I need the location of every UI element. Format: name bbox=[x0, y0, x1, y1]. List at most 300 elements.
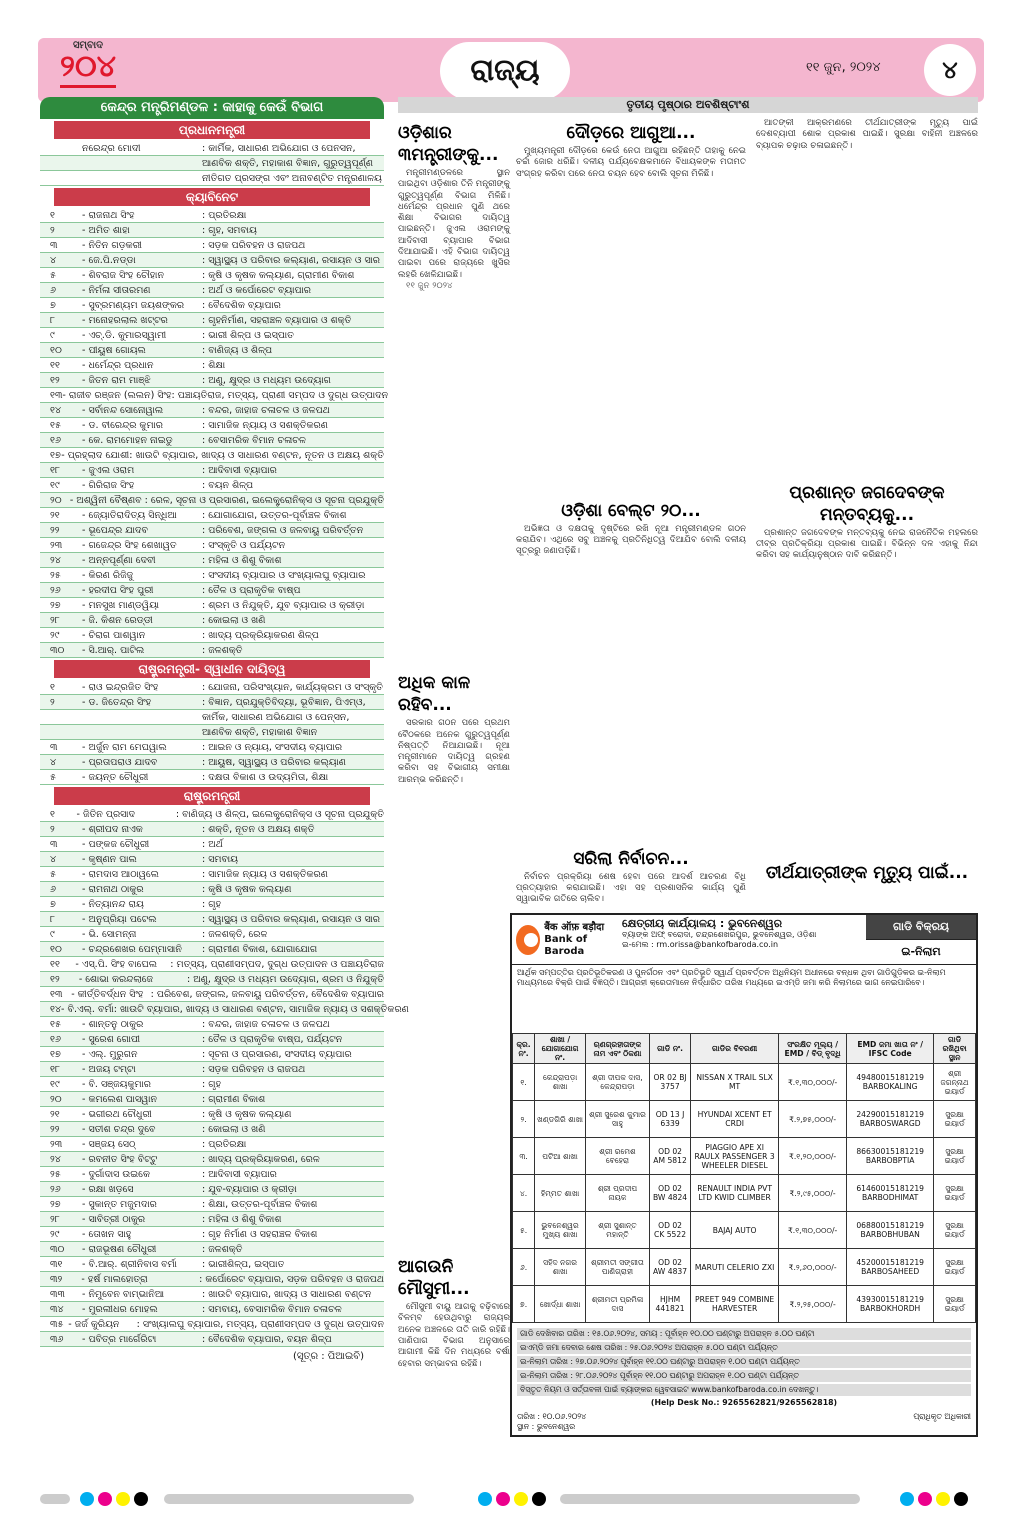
minister-row bbox=[40, 283, 384, 298]
minister-portfolio: : କୃଷି ଓ କୃଷକ କଲ୍ୟାଣ, ଗ୍ରାମୀଣ ବିକାଶ bbox=[202, 270, 355, 281]
minister-portfolio: : ଭାରୀଶିଳ୍ପ, ଇସ୍ପାତ bbox=[202, 1259, 285, 1270]
minister-serial: ୩୩ bbox=[50, 1289, 65, 1300]
article-headline: ଦୌଡ଼ରେ ଆଗୁଆ... bbox=[566, 123, 696, 143]
auction-cell-price: ₹.୧,୩୦,୦୦୦/- bbox=[779, 1212, 847, 1249]
minister-serial: ୩ bbox=[50, 839, 58, 850]
article-headline: ଓଡ଼ିଶାର ୩ମନ୍ତ୍ରୀଙ୍କୁ... bbox=[398, 123, 499, 165]
minister-portfolio: : ତୈଳ ଓ ପ୍ରାକୃତିକ ବାଷ୍ପ, ପର୍ଯ୍ୟଟନ bbox=[202, 1034, 343, 1045]
yellow-mark bbox=[936, 1492, 950, 1506]
minister-row bbox=[40, 1272, 384, 1287]
minister-row bbox=[40, 852, 384, 867]
article-headline: ପ୍ରଶାନ୍ତ ଜଗଦେବଙ୍କ ମନ୍ତବ୍ୟକୁ... bbox=[789, 482, 945, 525]
minister-name: - ଡ. ବୀରେନ୍ଦ୍ର କୁମାର bbox=[82, 420, 163, 431]
auction-cell-reg: OD 02 AW 4837 bbox=[649, 1249, 690, 1286]
minister-portfolio: : ସଂଖ୍ୟାଲଘୁ ବ୍ୟାପାର, ମତ୍ସ୍ୟ, ପ୍ରାଣୀସମ୍ପଦ ଓ ଦୁଗ୍ଧ ଉତ୍ପାଦନ bbox=[136, 1319, 384, 1330]
minister-serial: ୬ bbox=[50, 884, 56, 895]
minister-row bbox=[40, 740, 384, 755]
minister-name: - ଜୁଏଲ ଓରାମ bbox=[82, 465, 135, 476]
minister-portfolio: : ଗୃହ, ସମବାୟ bbox=[202, 225, 257, 236]
minister-portfolio: : କୋଇଲା ଓ ଖଣି bbox=[202, 615, 266, 626]
minister-portfolio: : ଯୋଜନା, ପରିସଂଖ୍ୟାନ, କାର୍ଯ୍ୟକ୍ରମ ଓ ସଂସ୍କୃତି bbox=[202, 682, 383, 693]
minister-serial: ୨୭ bbox=[50, 1199, 61, 1210]
minister-serial bbox=[50, 141, 82, 155]
minister-row bbox=[40, 1227, 384, 1242]
minister-serial: ୧୯ bbox=[50, 1079, 60, 1090]
minister-serial: ୫ bbox=[50, 270, 56, 281]
minister-name: - ଅଜୟ ଟମ୍ଟା bbox=[82, 1064, 136, 1075]
minister-row bbox=[40, 1092, 384, 1107]
minister-portfolio: : ମତ୍ସ୍ୟ, ପ୍ରାଣୀସମ୍ପଦ, ଦୁଗ୍ଧ ଉତ୍ପାଦନ ଓ ପଞ୍ଚାୟତିରାଜ bbox=[170, 959, 384, 970]
minister-serial: ୨୦ bbox=[50, 1094, 62, 1105]
black-mark bbox=[532, 1492, 546, 1506]
auction-row bbox=[513, 1101, 976, 1138]
registration-bar bbox=[560, 1494, 860, 1504]
minister-name: - ଭଗୀରଥ ଚୌଧୁରୀ bbox=[82, 1109, 152, 1120]
color-registration-marks bbox=[900, 1492, 968, 1506]
minister-portfolio: : ମହିଳା ଓ ଶିଶୁ ବିକାଶ bbox=[202, 555, 282, 566]
minister-serial: ୨୮ bbox=[50, 1214, 60, 1225]
bank-name-hindi: बैंक ऑफ़ बड़ौदा bbox=[544, 921, 605, 933]
yellow-mark bbox=[116, 1492, 130, 1506]
minister-name: - ଜ୍ୟୋତିରାଦିତ୍ୟ ସିନ୍ଧିଆ bbox=[82, 510, 177, 521]
minister-row bbox=[40, 141, 384, 156]
bank-logo-icon bbox=[516, 925, 540, 955]
minister-portfolio: : କୃଷି ଓ କୃଷକ କଲ୍ୟାଣ bbox=[202, 884, 292, 895]
minister-portfolio: : ଯୁବ-ବ୍ୟାପାର ଓ କ୍ରୀଡ଼ା bbox=[202, 1184, 297, 1195]
minister-portfolio: : କୃଷି ଓ କୃଷକ କଲ୍ୟାଣ bbox=[202, 1109, 292, 1120]
article-body: ନିର୍ବାଚନ ପ୍ରକ୍ରିୟା ଶେଷ ହେବା ପରେ ଆଦର୍ଶ ଆଚରଣ ବିଧି ପ୍ରତ୍ୟାହାର କରାଯାଇଛି। ଏହା ସହ ପ୍ରଶାସନିକ କାର୍ଯ୍ୟ ପୁଣି ସ୍ୱାଭାବିକ ଗତିରେ ଚାଲିବ। bbox=[516, 871, 746, 905]
minister-row bbox=[40, 1152, 384, 1167]
minister-name: - ପୀୟୁଷ ଗୋୟଲ bbox=[82, 345, 146, 356]
logo-underline bbox=[60, 85, 116, 88]
registration-bar bbox=[164, 1494, 414, 1504]
auction-cell-vehicle: BAJAJ AUTO bbox=[691, 1212, 779, 1249]
minister-portfolio: : ଗୃହନିର୍ମାଣ, ସହରାଞ୍ଚଳ ବ୍ୟାପାର ଓ ଶକ୍ତି bbox=[202, 315, 352, 326]
bank-name: Bank of Baroda bbox=[544, 933, 588, 957]
minister-row bbox=[40, 1002, 409, 1017]
minister-serial: ୨୬ bbox=[50, 1184, 61, 1195]
pm-heading: ପ୍ରଧାନମନ୍ତ୍ରୀ bbox=[54, 121, 370, 139]
minister-portfolio: ଆଣବିକ ଶକ୍ତି, ମହାକାଶ ବିଜ୍ଞାନ, ଗୁରୁତ୍ୱପୂର୍ଣ୍ଣ bbox=[202, 158, 374, 169]
minister-serial: ୧୦ bbox=[50, 345, 62, 356]
minister-row bbox=[40, 1077, 384, 1092]
minister-portfolio: : ବନ୍ଦର, ଜାହାଜ ଚଳାଚଳ ଓ ଜଳପଥ bbox=[202, 405, 330, 416]
minister-portfolio: : ସମବାୟ, ବେସାମରିକ ବିମାନ ଚଳାଚଳ bbox=[202, 1304, 342, 1315]
minister-name: - ସୁବ୍ରମଣ୍ୟମ ଜୟଶଙ୍କର bbox=[82, 300, 185, 311]
auction-row bbox=[513, 1175, 976, 1212]
minister-name: - ପଙ୍କଜ ଚୌଧୁରୀ bbox=[82, 839, 150, 850]
independent-heading: ରାଷ୍ଟ୍ରମନ୍ତ୍ରୀ- ସ୍ୱାଧୀନ ଦାୟିତ୍ୱ bbox=[54, 660, 370, 678]
auction-note: ଇ-ନିଲାମ ତାରିଖ : ୨୮.୦୬.୨୦୨୪ ପୂର୍ବାହ୍ନ ୧୧.୦୦ ଘଣ୍ଟାରୁ ଅପରାହ୍ନ ୧.୦୦ ଘଣ୍ଟା ପର୍ଯ୍ୟନ୍ତ bbox=[517, 1370, 971, 1382]
auction-cell-vehicle: PREET 949 COMBINE HARVESTER bbox=[691, 1286, 779, 1323]
auction-cell-reg: OD 02 CK 5522 bbox=[649, 1212, 690, 1249]
minister-serial: ୪ bbox=[50, 255, 57, 266]
bank-logo bbox=[512, 915, 618, 964]
minister-portfolio: : ଶିକ୍ଷା, ଉତ୍ତର-ପୂର୍ବାଞ୍ଚଳ ବିକାଶ bbox=[202, 1199, 318, 1210]
minister-row bbox=[40, 755, 384, 770]
minister-row bbox=[40, 680, 384, 695]
minister-row bbox=[40, 643, 384, 658]
minister-name: - ଅମିତ ଶାହା bbox=[82, 225, 130, 236]
minister-portfolio: : ଶକ୍ତି, ନୂତନ ଓ ଅକ୍ଷୟ ଶକ୍ତି bbox=[202, 824, 315, 835]
minister-row bbox=[40, 1242, 384, 1257]
registration-bar bbox=[40, 1494, 70, 1504]
minister-name: - ଧର୍ମେନ୍ଦ୍ର ପ୍ରଧାନ bbox=[82, 360, 154, 371]
minister-serial: ୩ bbox=[50, 742, 58, 753]
auction-cell-acct: 06880015181219 BARBOBHUBAN bbox=[847, 1212, 934, 1249]
article-body: ମୁଖ୍ୟମନ୍ତ୍ରୀ ଦୌଡ଼ରେ କେଉଁ ନେତା ଆଗୁଆ ରହିଛନ୍ତି ତାହାକୁ ନେଇ ଚର୍ଚ୍ଚା ଜୋର ଧରିଛି। ଦଳୀୟ ପର୍ଯ୍ୟବେକ୍ଷକମାନେ ବିଧାୟକଙ୍କ ମତାମତ ସଂଗ୍ରହ କରିବା ପରେ ନେତା ଚୟନ ହେବ ବୋଲି ସୂଚନା ମିଳିଛି। bbox=[516, 146, 746, 179]
auction-cell-sl: ୧. bbox=[513, 1064, 535, 1101]
minister-row bbox=[40, 1182, 384, 1197]
auction-column-header: ଗାଡିର ବିବରଣୀ bbox=[691, 1034, 779, 1064]
auction-column-header: କ୍ର. ନଂ. bbox=[513, 1034, 535, 1064]
minister-portfolio: : ଖାଦ୍ୟ ପ୍ରକ୍ରିୟାକରଣ ଶିଳ୍ପ bbox=[202, 630, 319, 641]
minister-serial: ୩୬ bbox=[50, 1334, 64, 1345]
auction-cell-acct: 49480015181219 BARBOKALING bbox=[847, 1064, 934, 1101]
auction-header-row bbox=[513, 1034, 976, 1064]
minister-serial: ୧୦ bbox=[50, 944, 62, 955]
minister-portfolio: : ସଂସଦୀୟ ବ୍ୟାପାର ଓ ସଂଖ୍ୟାଲଘୁ ବ୍ୟାପାର bbox=[202, 570, 366, 581]
minister-serial: ୨୭ bbox=[50, 600, 61, 611]
minister-row bbox=[40, 463, 384, 478]
minister-serial: ୨୪ bbox=[50, 1154, 61, 1165]
auction-cell-borrower: ଶ୍ରୀ ପ୍ରଦୀପ ନାୟକ bbox=[586, 1175, 650, 1212]
auction-row bbox=[513, 1064, 976, 1101]
minister-name: - ସର୍ବାନନ୍ଦ ସୋନୋୱାଲ bbox=[82, 405, 164, 416]
minister-name: - କମଲେଶ ପାସୱାନ bbox=[82, 1094, 158, 1105]
minister-row bbox=[40, 313, 384, 328]
minister-row bbox=[40, 1287, 384, 1302]
minister-name: - ଶୋଭା କରନ୍ଦଲାଜେ bbox=[78, 974, 154, 985]
ad-intro: ଆର୍ଥିକ ସମ୍ପତ୍ତିର ପ୍ରତିଭୂତିକରଣ ଓ ପୁନର୍ଗଠନ ଏବଂ ପ୍ରତିଭୂତି ସ୍ୱାର୍ଥ ପ୍ରବର୍ତ୍ତନ ଅଧିନିୟମ ଅଧୀନରେ ବନ୍ଧକ ଥିବା ଗାଡିଗୁଡ଼ିକର ଇ-ନିଲାମ ମାଧ୍ୟମରେ ବିକ୍ରି ପାଇଁ ବିଜ୍ଞପ୍ତି। ଆଗ୍ରହୀ କ୍ରେତାମାନେ ନିର୍ଦ୍ଧାରିତ ତାରିଖ ମଧ୍ୟରେ ଇଏମ୍‌ଡି ଜମା କରି ନିଲାମରେ ଭାଗ ନେଇପାରିବେ। bbox=[517, 968, 946, 987]
minister-row bbox=[40, 1197, 384, 1212]
minister-name: - ସୁକାନ୍ତ ମଜୁମଦାର bbox=[82, 1199, 157, 1210]
minister-row bbox=[40, 942, 384, 957]
auction-note: ଇଏମ୍‌ଡି ଜମା ଦେବାର ଶେଷ ତାରିଖ : ୨୫.୦୬.୨୦୨୪ ଅପରାହ୍ନ ୫.୦୦ ଘଣ୍ଟା ପର୍ଯ୍ୟନ୍ତ bbox=[517, 1342, 971, 1354]
minister-portfolio: : ଖାଉଟି ବ୍ୟାପାର, ଖାଦ୍ୟ ଓ ସାଧାରଣ ବଣ୍ଟନ, ନୂତନ ଓ ଅକ୍ଷୟ ଶକ୍ତି bbox=[129, 450, 384, 461]
independent-rows bbox=[40, 680, 384, 785]
office-title: କ୍ଷେତ୍ରୀୟ କାର୍ଯ୍ୟାଳୟ : ଭୁବନେଶ୍ୱର bbox=[622, 917, 783, 930]
minister-serial bbox=[50, 710, 82, 724]
minister-serial: ୨୫ bbox=[50, 1169, 61, 1180]
minister-row bbox=[40, 1107, 384, 1122]
minister-portfolio: : ସଡ଼କ ପରିବହନ ଓ ରାଜପଥ bbox=[202, 1064, 306, 1075]
minister-name bbox=[82, 710, 202, 724]
minister-portfolio: : ବେସାମରିକ ବିମାନ ଚଳାଚଳ bbox=[202, 435, 306, 446]
minister-row bbox=[40, 897, 384, 912]
minister-row bbox=[40, 1062, 384, 1077]
minister-name: - ସଞ୍ଜୟ ସେଠ୍ bbox=[82, 1139, 136, 1150]
minister-name: - ଶାନ୍ତନୁ ଠାକୁର bbox=[82, 1019, 144, 1030]
auction-table bbox=[512, 1033, 976, 1323]
office-details bbox=[618, 915, 866, 964]
minister-row bbox=[40, 418, 384, 433]
minister-row bbox=[40, 628, 384, 643]
auction-cell-sl: ୨. bbox=[513, 1101, 535, 1138]
minister-name: - ରବନୀତ ସିଂହ ବିଟ୍ଟୁ bbox=[82, 1154, 158, 1165]
auction-cell-branch: କେନ୍ଦ୍ରାପଡ଼ା ଶାଖା bbox=[535, 1064, 586, 1101]
minister-portfolio: : ଆଦିବାସୀ ବ୍ୟାପାର bbox=[202, 1169, 277, 1180]
minister-row bbox=[40, 807, 384, 822]
minister-row bbox=[40, 208, 384, 223]
minister-name: - ସି.ଆର୍. ପାଟିଲ bbox=[82, 645, 145, 656]
minister-name: - ଭୂପେନ୍ଦ୍ର ଯାଦବ bbox=[82, 525, 149, 536]
minister-name: - ବି. ସଞ୍ଜୟକୁମାର bbox=[82, 1079, 151, 1090]
bank-auction-ad bbox=[510, 913, 978, 1437]
minister-serial: ୧୨ bbox=[50, 974, 60, 985]
minister-portfolio: : ଅଣୁ, କ୍ଷୁଦ୍ର ଓ ମଧ୍ୟମ ଉଦ୍ୟୋଗ bbox=[202, 375, 331, 386]
auction-cell-branch: ସହିଦ ନଗର ଶାଖା bbox=[535, 1249, 586, 1286]
minister-portfolio: : ଖାଉଟି ବ୍ୟାପାର, ଖାଦ୍ୟ ଓ ସାଧାରଣ ବଣ୍ଟନ bbox=[202, 1289, 372, 1300]
minister-row bbox=[40, 238, 384, 253]
minister-row bbox=[40, 1257, 384, 1272]
minister-name: - ମନୋହରଲାଲ ଖଟ୍ଟର bbox=[82, 315, 168, 326]
minister-serial: ୧ bbox=[50, 809, 55, 820]
minister-row bbox=[40, 343, 384, 358]
minister-portfolio: : ଜଳଶକ୍ତି bbox=[202, 1244, 243, 1255]
minister-name: - ନିତିନ ଗଡ଼କରୀ bbox=[82, 240, 142, 251]
page-number: ୪ bbox=[924, 44, 976, 96]
minister-name: ନରେନ୍ଦ୍ର ମୋଦୀ bbox=[82, 143, 141, 154]
minister-portfolio: : ସାମାଜିକ ନ୍ୟାୟ ଓ ସଶକ୍ତିକରଣ bbox=[202, 420, 328, 431]
minister-name: - ରାମଦାସ ଆଠାୱଲେ bbox=[82, 869, 159, 880]
black-mark bbox=[954, 1492, 968, 1506]
minister-portfolio: : ଭାରୀ ଶିଳ୍ପ ଓ ଇସ୍ପାତ bbox=[202, 330, 294, 341]
auction-cell-acct: 61460015181219 BARBODHIMAT bbox=[847, 1175, 934, 1212]
minister-portfolio: : ସଡ଼କ ପରିବହନ ଓ ରାଜପଥ bbox=[202, 240, 306, 251]
cabinet-rows bbox=[40, 208, 389, 658]
minister-serial: ୨୩ bbox=[50, 540, 63, 551]
minister-serial: ୨୪ bbox=[50, 555, 61, 566]
vehicle-sale-tag: ଗାଡି ବିକ୍ରୟ bbox=[866, 915, 976, 939]
minister-serial: ୧୫ bbox=[50, 1019, 61, 1030]
minister-name: - ଅର୍ଜୁନ ରାମ ମେଘୱାଲ bbox=[82, 742, 167, 753]
minister-portfolio: : ଜଳଶକ୍ତି, ରେଳ bbox=[202, 929, 268, 940]
minister-row bbox=[40, 523, 384, 538]
newspaper-logo bbox=[46, 40, 130, 100]
minister-portfolio: : ଶ୍ରମ ଓ ନିଯୁକ୍ତି, ଯୁବ ବ୍ୟାପାର ଓ କ୍ରୀଡ଼ା bbox=[202, 600, 365, 611]
article-column-2 bbox=[516, 118, 746, 908]
minister-row bbox=[40, 553, 384, 568]
minister-serial: ୧୪ bbox=[50, 405, 62, 416]
minister-portfolio: : ପଞ୍ଚାୟତିରାଜ, ମତ୍ସ୍ୟ, ପ୍ରାଣୀ ସମ୍ପଦ ଓ ଦୁଗ୍ଧ ଉତ୍ପାଦନ bbox=[171, 390, 389, 401]
auction-cell-reg: OD 02 AM 5812 bbox=[649, 1138, 690, 1175]
minister-serial: ୨୦ bbox=[50, 495, 62, 506]
auction-cell-branch: ପଟିଆ ଶାଖା bbox=[535, 1138, 586, 1175]
auction-cell-borrower: ଶ୍ରୀ ସୁଶାନ୍ତ ମହାନ୍ତି bbox=[586, 1212, 650, 1249]
minister-portfolio: : ରେଳ, ସୂଚନା ଓ ପ୍ରସାରଣ, ଇଲେକ୍ଟ୍ରୋନିକ୍ସ ଓ ସୂଚନା ପ୍ରଯୁକ୍ତି bbox=[144, 495, 384, 506]
auction-cell-sl: ୬. bbox=[513, 1249, 535, 1286]
minister-serial: ୯ bbox=[50, 330, 55, 341]
minister-portfolio: ନୀତିଗତ ପ୍ରସଙ୍ଗ ଏବଂ ଅନାବଣ୍ଟିତ ମନ୍ତ୍ରଣାଳୟ bbox=[202, 173, 382, 184]
auction-cell-borrower: ଶ୍ରୀ ଦୀପକ ଦାସ, କେନ୍ଦ୍ରାପଡ଼ା bbox=[586, 1064, 650, 1101]
minister-portfolio: କାର୍ମିକ, ସାଧାରଣ ଅଭିଯୋଗ ଓ ପେନ୍ସନ, bbox=[202, 712, 350, 723]
minister-name: - କୀର୍ତ୍ତିବର୍ଦ୍ଧନ ସିଂହ bbox=[71, 989, 144, 1000]
minister-name: - ଅଶ୍ୱିନୀ ବୈଷ୍ଣବ bbox=[69, 495, 142, 506]
minister-row bbox=[40, 508, 384, 523]
minister-serial: ୨ bbox=[50, 697, 55, 708]
minister-row bbox=[40, 253, 384, 268]
auction-cell-yard: ସୁରକ୍ଷା ଇୟାର୍ଡ bbox=[934, 1286, 976, 1323]
minister-serial: ୧୧ bbox=[50, 959, 60, 970]
minister-name: - ହର୍ଷ ମାଲହୋତ୍ରା bbox=[81, 1274, 148, 1285]
minister-row bbox=[40, 1122, 384, 1137]
article-column-3 bbox=[756, 118, 978, 908]
minister-serial: ୨୧ bbox=[50, 510, 60, 521]
source-credit: (ସୂତ୍ର : ପିଆଇବି) bbox=[292, 1351, 364, 1362]
auction-cell-acct: 24290015181219 BARBOSWARGD bbox=[847, 1101, 934, 1138]
minister-serial: ୧୮ bbox=[50, 465, 60, 476]
yellow-mark bbox=[514, 1492, 528, 1506]
minister-row bbox=[40, 695, 384, 710]
minister-portfolio: : ପରିବେଶ, ଜଙ୍ଗଲ, ଜଳବାୟୁ ପରିବର୍ତ୍ତନ, ବୈଦେଶିକ ବ୍ୟାପାର bbox=[150, 989, 384, 1000]
auction-cell-acct: 86630015181219 BARBOBPTIA bbox=[847, 1138, 934, 1175]
minister-name: - ଗିରିରାଜ ସିଂହ bbox=[82, 480, 135, 491]
minister-portfolio: : ବୟନ ଶିଳ୍ପ bbox=[202, 480, 254, 491]
auction-note: ବିସ୍ତୃତ ନିୟମ ଓ ସର୍ତ୍ତାବଳୀ ପାଇଁ ବ୍ୟାଙ୍କର ୱେବସାଇଟ www.bankofbaroda.co.in ଦେଖନ୍ତୁ। bbox=[517, 1384, 971, 1396]
auction-cell-sl: ୫. bbox=[513, 1212, 535, 1249]
cyan-mark bbox=[900, 1492, 914, 1506]
minister-row bbox=[40, 268, 384, 283]
ad-tags bbox=[866, 915, 976, 964]
continuation-strip: ତୃତୀୟ ପୃଷ୍ଠାର ଅବଶିଷ୍ଟାଂଶ bbox=[398, 97, 978, 113]
minister-row bbox=[40, 837, 384, 852]
minister-name: - ରାମନାଥ ଠାକୁର bbox=[82, 884, 144, 895]
minister-name: - ଚନ୍ଦ୍ରଶେଖର ପେମ୍ମାସାନି bbox=[82, 944, 182, 955]
minister-serial: ୩୦ bbox=[50, 645, 65, 656]
auction-cell-vehicle: PIAGGIO APE XI RAULX PASSENGER 3 WHEELER DIESEL bbox=[691, 1138, 779, 1175]
minister-row bbox=[40, 538, 384, 553]
auction-column-header: ସଂରକ୍ଷିତ ମୂଲ୍ୟ / EMD / ବିଡ୍ ବୃଦ୍ଧି bbox=[779, 1034, 847, 1064]
auction-row bbox=[513, 1138, 976, 1175]
auction-cell-vehicle: MARUTI CELERIO ZXI bbox=[691, 1249, 779, 1286]
minister-row bbox=[40, 478, 384, 493]
minister-row bbox=[40, 298, 384, 313]
minister-row bbox=[40, 583, 384, 598]
minister-name: - ଦୁର୍ଗାଦାସ ଉଇକେ bbox=[82, 1169, 150, 1180]
minister-name bbox=[82, 156, 202, 170]
article-headline: ଓଡ଼ିଶା ବେଲ୍ଟ ୨୦... bbox=[561, 500, 701, 521]
black-mark bbox=[134, 1492, 148, 1506]
minister-row bbox=[40, 1302, 384, 1317]
minister-name: - ଶ୍ରୀପଦ ନାଏକ bbox=[82, 824, 143, 835]
mos-rows bbox=[40, 807, 409, 1347]
auction-cell-sl: ୪. bbox=[513, 1175, 535, 1212]
minister-name: - କେ. ରାମମୋହନ ନାଇଡୁ bbox=[82, 435, 173, 446]
minister-name: - ରକ୍ଷା ଖଡ଼ସେ bbox=[82, 1184, 134, 1195]
article-body: ସରକାର ଗଠନ ପରେ ପ୍ରଥମ ବୈଠକରେ ଅନେକ ଗୁରୁତ୍ୱପୂର୍ଣ୍ଣ ନିଷ୍ପତ୍ତି ନିଆଯାଇଛି। ନୂଆ ମନ୍ତ୍ରୀମାନେ ଦାୟିତ୍ୱ ଗ୍ରହଣ କରିବା ସହ ବିଭାଗୀୟ ସମୀକ୍ଷା ଆରମ୍ଭ କରିଛନ୍ତି। bbox=[398, 718, 510, 785]
article-body: ପ୍ରଶାନ୍ତ ଜଗଦେବଙ୍କ ମନ୍ତବ୍ୟକୁ ନେଇ ରାଜନୈତିକ ମହଲରେ ତୀବ୍ର ପ୍ରତିକ୍ରିୟା ପ୍ରକାଶ ପାଇଛି। ବିଭିନ୍ନ ଦଳ ଏହାକୁ ନିନ୍ଦା କରିବା ସହ କାର୍ଯ୍ୟାନୁଷ୍ଠାନ ଦାବି କରିଛନ୍ତି। bbox=[756, 527, 978, 561]
minister-portfolio: : ଗୃହ bbox=[202, 899, 222, 910]
minister-name bbox=[82, 725, 202, 739]
ad-signature bbox=[517, 1412, 971, 1432]
minister-portfolio: : ପ୍ରତିରକ୍ଷା bbox=[202, 210, 247, 221]
minister-serial: ୬ bbox=[50, 285, 56, 296]
minister-serial: ୪ bbox=[50, 854, 57, 865]
minister-name: - ରାଜୀବ ରଞ୍ଜନ (ଲଲନ) ସିଂହ bbox=[62, 390, 172, 401]
minister-row bbox=[40, 373, 384, 388]
minister-name: - ମନସୁଖ ମାଣ୍ଡୱିୟା bbox=[82, 600, 160, 611]
minister-portfolio: : ବାଣିଜ୍ୟ ଓ ଶିଳ୍ପ, ଇଲେକ୍ଟ୍ରୋନିକ୍ସ ଓ ସୂଚନା ପ୍ରଯୁକ୍ତି bbox=[175, 809, 384, 820]
cyan-mark bbox=[80, 1492, 94, 1506]
minister-name: - ବି.ଏଲ୍. ବର୍ମା bbox=[61, 1004, 114, 1015]
minister-serial bbox=[50, 171, 82, 185]
cabinet-heading: କ୍ୟାବିନେଟ bbox=[54, 188, 370, 206]
minister-row bbox=[40, 156, 384, 171]
auction-cell-yard: ଶ୍ରୀ ଜଗନ୍ନାଥ ଇୟାର୍ଡ bbox=[934, 1064, 976, 1101]
auction-cell-acct: 43930015181219 BARBOKHORDH bbox=[847, 1286, 934, 1323]
minister-row bbox=[40, 388, 389, 403]
color-registration-marks bbox=[478, 1492, 546, 1506]
minister-portfolio: : ତୈଳ ଓ ପ୍ରାକୃତିକ ବାଷ୍ପ bbox=[202, 585, 301, 596]
minister-portfolio: : ଅର୍ଥ bbox=[202, 839, 223, 850]
minister-serial: ୩୦ bbox=[50, 1244, 65, 1255]
minister-row bbox=[40, 822, 384, 837]
minister-row bbox=[40, 1212, 384, 1227]
minister-row bbox=[40, 1332, 384, 1347]
minister-serial: ୩ bbox=[50, 240, 58, 251]
minister-row bbox=[40, 358, 384, 373]
minister-portfolio: : ଗୃହ bbox=[202, 1079, 222, 1090]
minister-row bbox=[40, 1317, 384, 1332]
minister-serial: ୨ bbox=[50, 824, 55, 835]
office-email: ଇ-ମେଲ : rm.orissa@bankofbaroda.co.in bbox=[622, 940, 779, 949]
minister-row bbox=[40, 770, 384, 785]
minister-name: - ସୁରେଶ ଗୋପୀ bbox=[82, 1034, 141, 1045]
auction-cell-price: ₹.୨,୭୫,୦୦୦/- bbox=[779, 1101, 847, 1138]
auction-cell-borrower: ଶ୍ରୀ ରମେଶ ବେହେରା bbox=[586, 1138, 650, 1175]
minister-name: - ନିତ୍ୟାନନ୍ଦ ରାୟ bbox=[82, 899, 144, 910]
minister-portfolio: : ଗ୍ରାମୀଣ ବିକାଶ, ଯୋଗାଯୋଗ bbox=[202, 944, 318, 955]
auction-cell-branch: ଖଣ୍ଡଗିରି ଶାଖା bbox=[535, 1101, 586, 1138]
minister-row bbox=[40, 1047, 384, 1062]
auction-cell-branch: ହିମ୍ମତ ଶାଖା bbox=[535, 1175, 586, 1212]
minister-name: - ପ୍ରହ୍ଲାଦ ଯୋଶୀ bbox=[61, 450, 130, 461]
minister-serial bbox=[50, 156, 82, 170]
minister-serial: ୩୧ bbox=[50, 1259, 63, 1270]
auction-row bbox=[513, 1249, 976, 1286]
section-title: ରାଜ୍ୟ bbox=[440, 42, 570, 100]
minister-serial: ୫ bbox=[50, 772, 56, 783]
minister-portfolio: : ଆୟୁଷ, ସ୍ୱାସ୍ଥ୍ୟ ଓ ପରିବାର କଲ୍ୟାଣ bbox=[202, 757, 346, 768]
minister-serial: ୨୨ bbox=[50, 525, 60, 536]
minister-name: - କୃଷ୍ଣନ ପାଲ bbox=[82, 854, 137, 865]
minister-serial: ୧ bbox=[50, 210, 55, 221]
auction-cell-vehicle: NISSAN X TRAIL SLX MT bbox=[691, 1064, 779, 1101]
minister-serial: ୧ bbox=[50, 682, 55, 693]
ministers-title: କେନ୍ଦ୍ର ମନ୍ତ୍ରିମଣ୍ଡଳ : କାହାକୁ କେଉଁ ବିଭାଗ bbox=[40, 97, 384, 119]
auction-column-header: ଶାଖା / ଯୋଗାଯୋଗ ନଂ. bbox=[535, 1034, 586, 1064]
minister-portfolio: : ଶିକ୍ଷା bbox=[202, 360, 226, 371]
minister-row bbox=[40, 448, 384, 463]
auction-cell-price: ₹.୧,୨୦,୦୦୦/- bbox=[779, 1138, 847, 1175]
cyan-mark bbox=[478, 1492, 492, 1506]
article-body-filler: ୧୧ ଜୁନ ୨୦୨୪ bbox=[406, 280, 453, 291]
auction-note: ଗାଡି ଦେଖିବାର ତାରିଖ : ୧୫.୦୬.୨୦୨୪, ସମୟ : ପୂର୍ବାହ୍ନ ୧୦.୦୦ ଘଣ୍ଟାରୁ ଅପରାହ୍ନ ୫.୦୦ ଘଣ୍ଟା bbox=[517, 1328, 971, 1340]
minister-name: - ଜେ.ପି.ନଡ୍ଡା bbox=[82, 255, 136, 266]
auction-cell-borrower: ଶ୍ରୀମତୀ ସଙ୍ଗୀତା ପାଣିଗ୍ରାହୀ bbox=[586, 1249, 650, 1286]
magenta-mark bbox=[918, 1492, 932, 1506]
minister-portfolio: : ଜଳଶକ୍ତି bbox=[202, 645, 243, 656]
article-headline: ଆଗଉନି ମୌସୁମୀ... bbox=[398, 1257, 470, 1300]
minister-serial: ୧୯ bbox=[50, 480, 60, 491]
minister-name: - ଜର୍ଜ କୁରିୟନ bbox=[68, 1319, 120, 1330]
auction-cell-borrower: ଶ୍ରୀ ସୁରେଶ କୁମାର ସାହୁ bbox=[586, 1101, 650, 1138]
article-headline: ଅଧିକ କାଳ ରହିବ... bbox=[398, 673, 471, 716]
minister-serial: ୧୮ bbox=[50, 1064, 60, 1075]
auction-row bbox=[513, 1286, 976, 1323]
magenta-mark bbox=[496, 1492, 510, 1506]
